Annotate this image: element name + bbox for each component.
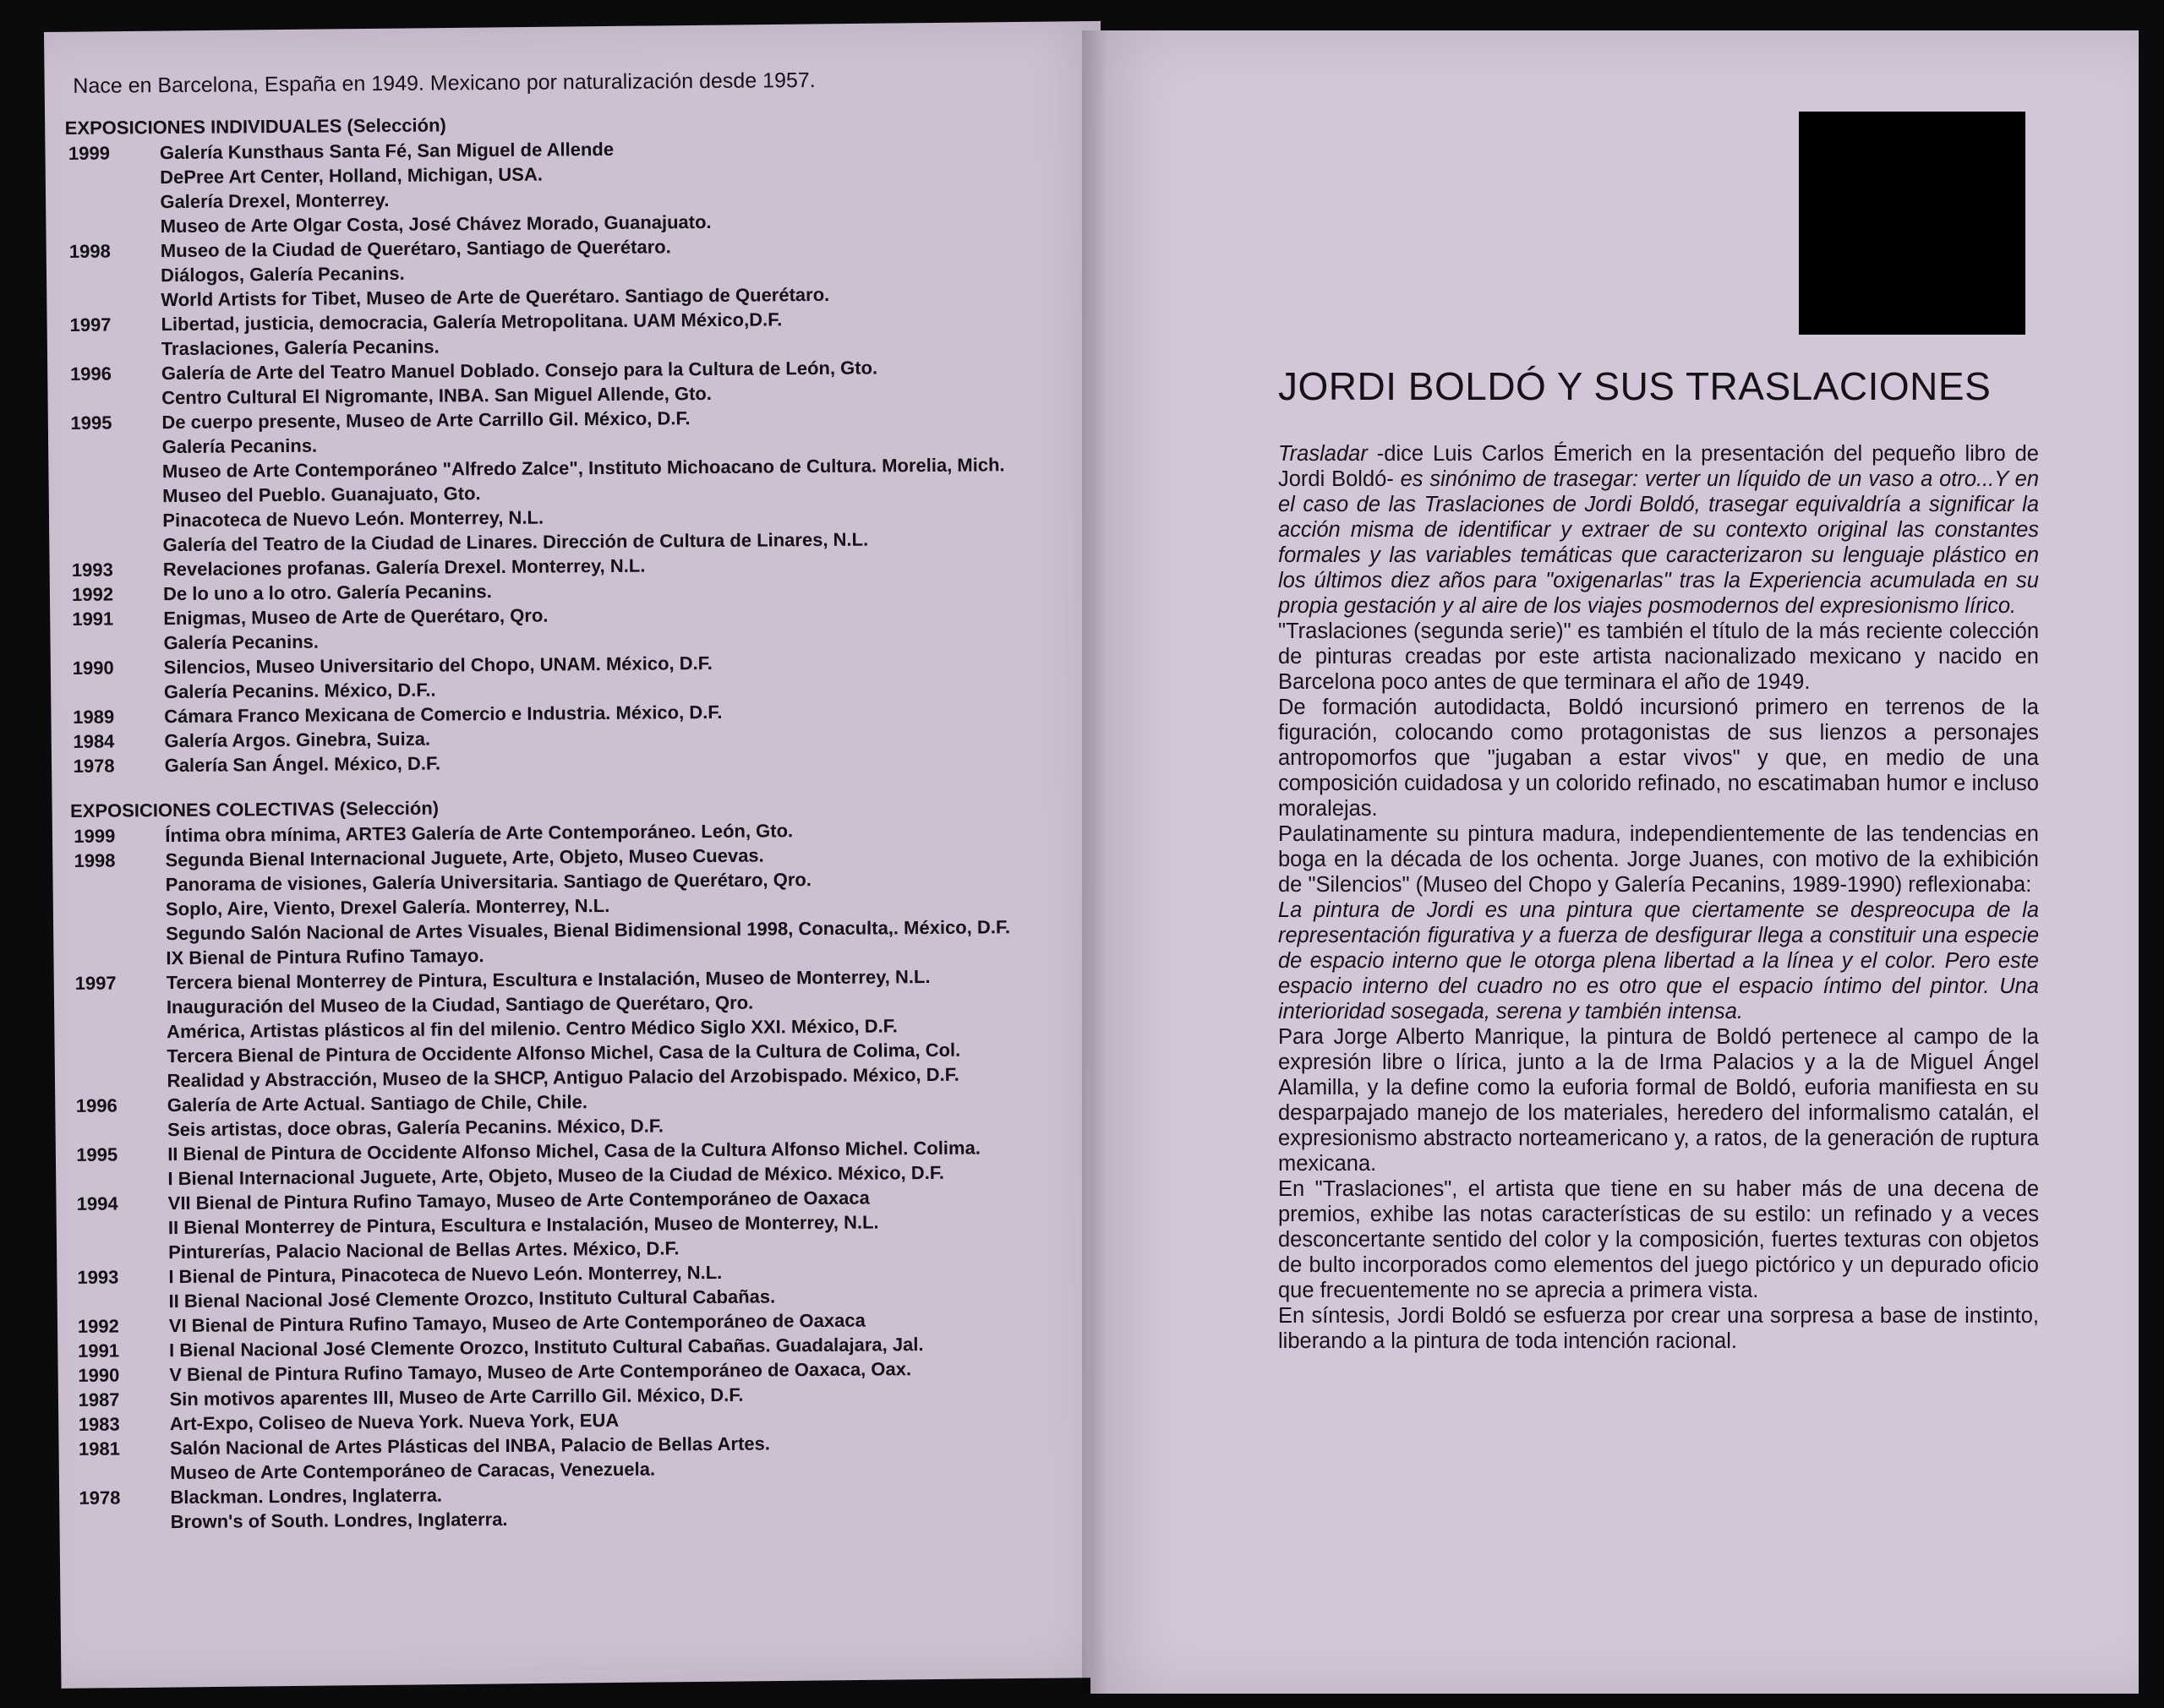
exhibition-entry: I Bienal Nacional José Clemente Orozco, Instituto Cultural Cabañas. Guadalajara, Jal. — [168, 1334, 924, 1361]
exhibition-entry: I Bienal Internacional Juguete, Arte, Objeto, Museo de la Ciudad de México. México, D.F. — [167, 1161, 945, 1190]
exhibition-year: 1990 — [72, 657, 114, 679]
exhibition-entry: Tercera Bienal de Pintura de Occidente Alfonso Michel, Casa de la Cultura de Colima, Col. — [167, 1039, 961, 1067]
exhibition-year — [71, 872, 166, 898]
essay-paragraph-7: En "Traslaciones", el artista que tiene en su haber más de una decena de premios, exhibe las notas características de su estilo: un refinado y a veces desconcertante sentido del color y la composición, fuertes texturas con objetos de bulto incorporados como elementos del juego pictórico y un depurado oficio que frecuentemente no se aprecia a primera vista. — [1278, 1177, 2039, 1302]
exhibition-entry: Museo de Arte Contemporáneo "Alfredo Zalce", Instituto Michoacano de Cultura. Morelia, Mich. — [161, 454, 1005, 483]
exhibition-year — [74, 1289, 169, 1314]
exhibition-entry: Museo de Arte Olgar Costa, José Chávez Morado, Guanajuato. — [160, 210, 712, 237]
exhibition-entry: Pinturerías, Palacio Nacional de Bellas Artes. México, D.F. — [168, 1237, 680, 1263]
exhibition-year — [68, 434, 162, 460]
p1-lead: Trasladar — [1278, 442, 1368, 466]
exhibition-entry: Centro Cultural El Nigromante, INBA. San Miguel Allende, Gto. — [161, 382, 712, 409]
exhibition-year — [65, 189, 160, 215]
exhibition-year — [74, 1240, 168, 1265]
exhibition-year: 1978 — [73, 755, 115, 777]
essay-paragraph-6: Para Jorge Alberto Manrique, la pintura de Boldó pertenece al campo de la expresión libre o lírica, junto a la de Irma Palacios y a la de Miguel Ángel Alamilla, y la define como la euforia formal de Boldó, euforia manifiesta en su desparpajado manejo de los materiales, heredero del informalismo catalán, el expresionismo abstracto norteamericano y, a ratos, de la generación de ruptura mexicana. — [1278, 1025, 2039, 1176]
exhibition-year — [72, 995, 167, 1020]
exhibition-year — [68, 508, 162, 533]
essay-paragraph-8: En síntesis, Jordi Boldó se esfuerza por crear una sorpresa a base de instinto, liberando a la pintura de toda intención racional. — [1278, 1304, 2039, 1353]
exhibition-year — [68, 483, 162, 509]
exhibition-entry: DePree Art Center, Holland, Michigan, USA. — [160, 163, 543, 188]
exhibition-entry: Revelaciones profanas. Galería Drexel. Monterrey, N.L. — [162, 554, 646, 581]
exhibition-year: 1994 — [76, 1192, 118, 1214]
exhibition-entry: Salón Nacional de Artes Plásticas del INBA, Palacio de Bellas Artes. — [169, 1432, 771, 1460]
exhibition-year — [67, 336, 161, 362]
exhibition-year: 1990 — [78, 1364, 120, 1386]
exhibition-year: 1997 — [69, 314, 112, 336]
exhibition-entry: Inauguración del Museo de la Ciudad, Santiago de Querétaro, Qro. — [166, 991, 754, 1018]
exhibition-entry: VII Bienal de Pintura Rufino Tamayo, Museo de Arte Contemporáneo de Oaxaca — [167, 1187, 870, 1214]
exhibition-entry: II Bienal Monterrey de Pintura, Escultura e Instalación, Museo de Monterrey, N.L. — [167, 1211, 879, 1239]
exhibition-year: 1992 — [77, 1315, 119, 1337]
exhibition-entry: Realidad y Abstracción, Museo de la SHCP, Antiguo Palacio del Arzobispado. México, D.F. — [167, 1063, 959, 1092]
essay-paragraph-4: Paulatinamente su pintura madura, independientemente de las tendencias en boga en la década de los ochenta. Jorge Juanes, con motivo de la exhibición de "Silencios" (Museo del Chopo y Galería Pecanins, 1989-1990) reflexionaba: — [1278, 822, 2039, 897]
exhibition-entry: VI Bienal de Pintura Rufino Tamayo, Museo de Arte Contemporáneo de Oaxaca — [168, 1309, 866, 1337]
exhibition-entry: Pinacoteca de Nuevo León. Monterrey, N.L. — [162, 506, 544, 532]
exhibition-entry: Íntima obra mínima, ARTE3 Galería de Arte Contemporáneo. León, Gto. — [165, 820, 794, 847]
exhibition-year — [72, 1068, 167, 1094]
exhibition-year: 1978 — [79, 1487, 121, 1509]
exhibition-entry: Silencios, Museo Universitario del Chopo, UNAM. México, D.F. — [163, 652, 713, 679]
exhibition-entry: World Artists for Tibet, Museo de Arte de Querétaro. Santiago de Querétaro. — [161, 283, 830, 311]
individual-section-title: EXPOSICIONES INDIVIDUALES (Selección) — [64, 114, 446, 139]
exhibition-entry: De lo uno a lo otro. Galería Pecanins. — [162, 581, 492, 605]
exhibition-entry: Art-Expo, Coliseo de Nueva York. Nueva York, EUA — [169, 1409, 620, 1435]
exhibition-entry: Galería San Ángel. México, D.F. — [164, 752, 441, 777]
p1-middle: -dice Luis Carlos Émerich en la presentación del pequeño libro de Jordi Boldó- — [1278, 442, 2039, 491]
exhibition-year — [67, 385, 161, 411]
exhibition-entry: América, Artistas plásticos al fin del milenio. Centro Médico Siglo XXI. México, D.F. — [167, 1015, 898, 1043]
exhibition-year: 1987 — [78, 1389, 120, 1411]
cv-column — [64, 43, 1074, 1535]
essay-title: JORDI BOLDÓ Y SUS TRASLACIONES — [1278, 364, 1992, 408]
exhibition-entry: Galería Argos. Ginebra, Suiza. — [164, 728, 431, 752]
exhibition-year — [66, 287, 161, 313]
exhibition-entry: Libertad, justicia, democracia, Galería Metropolitana. UAM México,D.F. — [161, 308, 783, 336]
exhibition-entry: Diálogos, Galería Pecanins. — [160, 262, 405, 286]
exhibition-year — [66, 263, 161, 288]
exhibition-year: 1989 — [73, 706, 115, 728]
exhibition-entry: Museo del Pueblo. Guanajuato, Gto. — [162, 483, 481, 507]
exhibition-entry: De cuerpo presente, Museo de Arte Carrillo Gil. México, D.F. — [161, 407, 691, 434]
exhibition-year: 1983 — [78, 1413, 120, 1435]
exhibition-year: 1997 — [74, 972, 117, 994]
exhibition-entry: Museo de la Ciudad de Querétaro, Santiago de Querétaro. — [160, 236, 671, 262]
exhibition-year: 1993 — [77, 1266, 119, 1288]
exhibition-year: 1991 — [77, 1340, 120, 1361]
exhibition-entry: Galería Pecanins. México, D.F.. — [163, 679, 436, 703]
exhibition-entry: Cámara Franco Mexicana de Comercio e Industria. México, D.F. — [164, 701, 723, 728]
exhibition-entry: II Bienal Nacional José Clemente Orozco, Instituto Cultural Cabañas. — [168, 1285, 776, 1312]
exhibition-entry: Galería del Teatro de la Ciudad de Linares. Dirección de Cultura de Linares, N.L. — [162, 528, 869, 556]
essay-paragraph-5: La pintura de Jordi es una pintura que ciertamente se despreocupa de la representación figurativa y a fuerza de desfigurar llega a constituir una especie de espacio interno que le otorga plena libertad a la línea y el color. Pero este espacio interno del cuadro no es otro que el espacio íntimo del pintor. Una interioridad sosegada, serena y también intensa. — [1278, 898, 2039, 1023]
exhibition-year: 1981 — [78, 1438, 121, 1460]
exhibition-entry: Galería Pecanins. — [161, 434, 318, 458]
exhibition-entry: Galería de Arte del Teatro Manuel Doblado. Consejo para la Cultura de León, Gto. — [161, 357, 878, 385]
exhibition-entry: Galería Drexel, Monterrey. — [160, 188, 390, 213]
exhibition-year — [74, 1215, 168, 1241]
exhibition-entry: Tercera bienal Monterrey de Pintura, Escultura e Instalación, Museo de Monterrey, N.L. — [166, 965, 931, 994]
exhibition-entry: Museo de Arte Contemporáneo de Caracas, Venezuela. — [170, 1458, 656, 1484]
colectivas-section-title: EXPOSICIONES COLECTIVAS (Selección) — [69, 797, 440, 821]
exhibition-year: 1984 — [73, 730, 115, 752]
exhibition-year: 1995 — [76, 1143, 118, 1165]
exhibition-year — [76, 1509, 171, 1535]
exhibition-entry: Blackman. Londres, Inglaterra. — [170, 1484, 443, 1509]
exhibition-entry: Segundo Salón Nacional de Artes Visuales, Bienal Bidimensional 1998, Conaculta,. México, D.F. — [166, 916, 1011, 945]
exhibition-entry: Galería Pecanins. — [163, 630, 320, 654]
exhibition-year — [68, 532, 162, 558]
exhibition-entry: Traslaciones, Galería Pecanins. — [161, 336, 440, 360]
exhibition-entry: IX Bienal de Pintura Rufino Tamayo. — [166, 945, 484, 969]
p1-quote: es sinónimo de trasegar: verter un líquido de un vaso a otro...Y en el caso de las Traslaciones de Jordi Boldó, trasegar equivaldría a significar la acción misma de identificar y extraer de su contexto original las constantes formales y las variables temáticas que caracterizaron su lenguaje plástico en los últimos diez años para "oxigenarlas" tras la Experiencia acumulada en su propia gestación y al aire de los viajes posmodernos del expresionismo lírico. — [1278, 467, 2039, 618]
exhibition-entry: Seis artistas, doce obras, Galería Pecanins. México, D.F. — [167, 1115, 664, 1141]
exhibition-year — [72, 1044, 167, 1069]
exhibition-entry: Galería Kunsthaus Santa Fé, San Miguel de Allende — [159, 138, 615, 164]
exhibition-year — [68, 459, 162, 484]
exhibition-entry: Galería de Arte Actual. Santiago de Chile, Chile. — [167, 1091, 588, 1116]
exhibition-year — [73, 1117, 167, 1143]
artist-photo — [1799, 112, 2025, 335]
exhibition-entry: Sin motivos aparentes III, Museo de Arte Carrillo Gil. México, D.F. — [169, 1383, 744, 1411]
essay-column — [1278, 363, 2039, 1354]
exhibition-year — [71, 921, 166, 947]
intro-line: Nace en Barcelona, España en 1949. Mexicano por naturalización desde 1957. — [73, 68, 816, 98]
exhibition-year — [72, 1019, 167, 1045]
exhibition-entry: II Bienal de Pintura de Occidente Alfonso Michel, Casa de la Cultura Alfonso Michel. Colima. — [167, 1137, 981, 1165]
page-fold — [1082, 30, 1107, 1694]
exhibition-year: 1999 — [74, 825, 116, 847]
exhibition-year: 1998 — [68, 240, 111, 262]
exhibition-entry: Panorama de visiones, Galería Universitaria. Santiago de Querétaro, Qro. — [165, 869, 812, 896]
colectivas-list — [70, 816, 1074, 1535]
exhibition-year — [73, 1166, 167, 1192]
exhibition-entry: V Bienal de Pintura Rufino Tamayo, Museo de Arte Contemporáneo de Oaxaca, Oax. — [169, 1358, 912, 1386]
essay-paragraph-3: De formación autodidacta, Boldó incursionó primero en terrenos de la figuración, colocando como protagonistas de sus lienzos a personajes antropomorfos que "jugaban a estar vivos" y que, en medio de una composición cuidadosa y un colorido refinado, no escatimaban humor e incluso moralejas. — [1278, 696, 2039, 821]
exhibition-entry: I Bienal de Pintura, Pinacoteca de Nuevo León. Monterrey, N.L. — [168, 1261, 723, 1288]
exhibition-year: 1992 — [71, 583, 114, 605]
exhibition-year: 1991 — [72, 608, 114, 630]
exhibition-year — [69, 679, 164, 705]
exhibition-entry: Soplo, Aire, Viento, Drexel Galería. Monterrey, N.L. — [165, 894, 610, 920]
exhibition-year: 1999 — [68, 142, 111, 164]
exhibition-year: 1996 — [75, 1094, 117, 1116]
exhibition-year: 1996 — [69, 363, 112, 385]
exhibition-year — [71, 897, 166, 922]
exhibition-year — [71, 946, 166, 971]
exhibition-year — [66, 214, 161, 239]
individual-list — [65, 134, 1068, 778]
exhibition-year — [65, 165, 160, 190]
exhibition-entry: Brown's of South. Londres, Inglaterra. — [170, 1508, 508, 1533]
essay-paragraph-2: "Traslaciones (segunda serie)" es también el título de la más reciente colección de pinturas creadas por este artista nacionalizado mexicano y nacido en Barcelona poco antes de que terminara el año de 1949. — [1278, 619, 2039, 694]
exhibition-year: 1993 — [71, 559, 113, 581]
essay-paragraph-1 — [1278, 441, 2039, 619]
exhibition-year — [68, 630, 163, 656]
exhibition-year: 1995 — [70, 412, 112, 434]
exhibition-entry: Enigmas, Museo de Arte de Querétaro, Qro. — [163, 604, 549, 630]
exhibition-entry: Segunda Bienal Internacional Juguete, Arte, Objeto, Museo Cuevas. — [165, 844, 764, 871]
exhibition-year: 1998 — [74, 849, 116, 871]
exhibition-year — [75, 1460, 170, 1486]
